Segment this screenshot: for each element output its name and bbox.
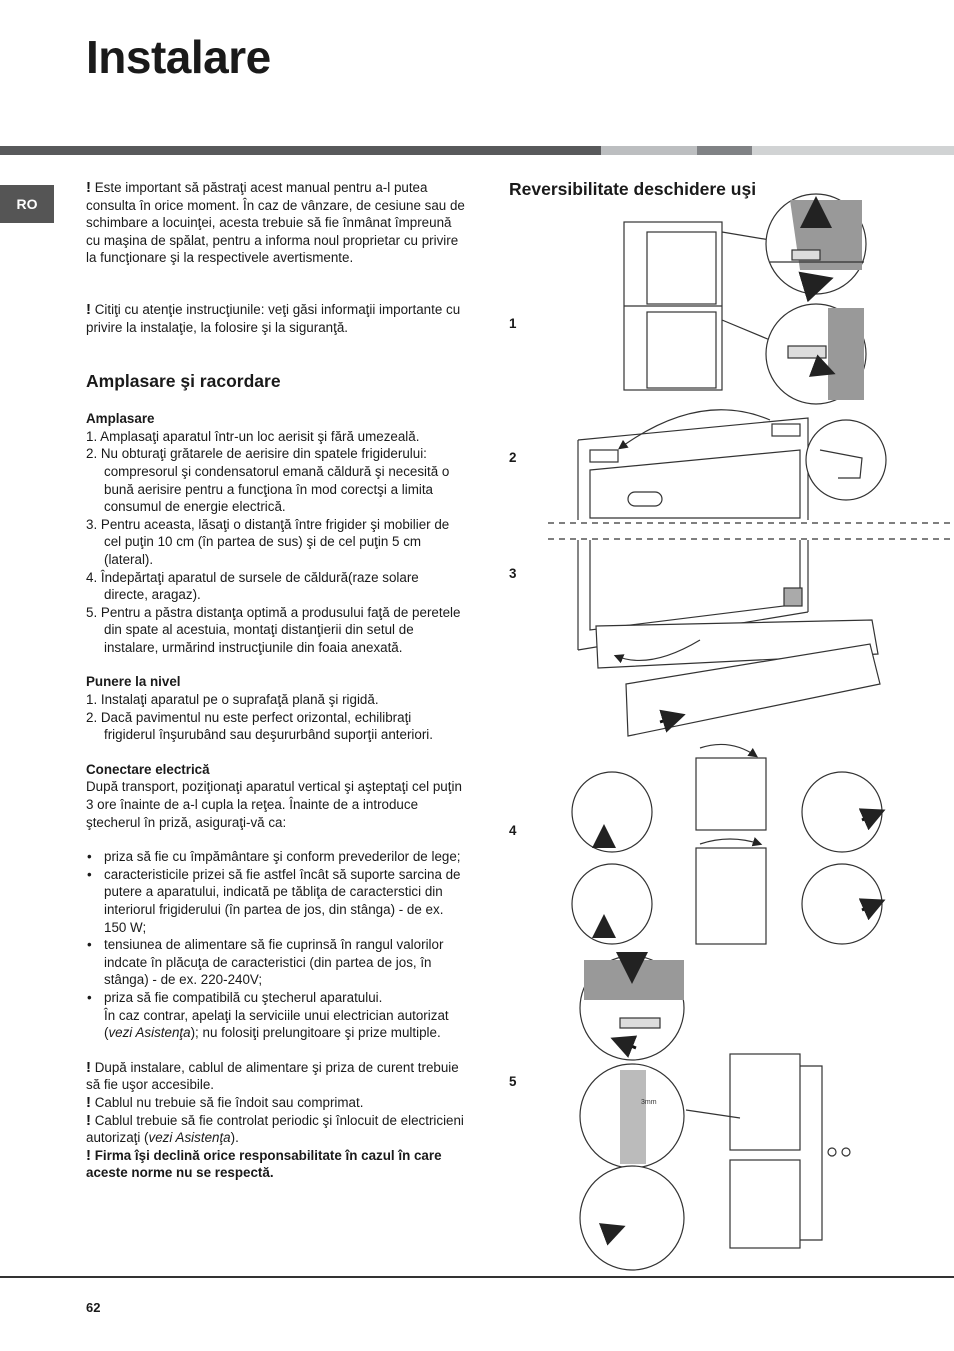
left-column xyxy=(86,179,466,1182)
intro-note-1: ! Este important să păstraţi acest manual pentru a-l putea consulta în orice moment. În caz de vânzare, de cesiune sau de schimbare a locuinţei, acesta trebuie să fie înmânat împreună cu maşina de spălat, pentru a informa noul proprietar cu privire la funcţionare şi la respectivele avertismente. xyxy=(86,179,465,266)
page-number: 62 xyxy=(86,1300,101,1315)
list-item: 3. Pentru aceasta, lăsaţi o distanţă între frigider şi mobilier de cel puţin 10 cm (în partea de sus) şi de cel puţin 5 cm (lateral). xyxy=(86,516,450,567)
list-item: 4. Îndepărtaţi aparatul de sursele de căldură(raze solare directe, aragaz). xyxy=(86,569,419,603)
step-number-4: 4 xyxy=(509,823,517,838)
nivel-list xyxy=(86,691,466,744)
bar-segment-gray xyxy=(697,146,752,155)
warning-1: ! După instalare, cablul de alimentare şi priza de curent trebuie să fie uşor accesibile. xyxy=(86,1058,459,1093)
dimension-label: 3mm xyxy=(641,1099,657,1106)
warning-2: ! Cablul nu trebuie să fie îndoit sau comprimat. xyxy=(86,1093,364,1111)
asistenta-reference: vezi Asistenţa xyxy=(108,1025,191,1041)
list-item: • tensiunea de alimentare să fie cuprinsă în rangul valorilor indcate în plăcuţa de caracteristici (din partea de jos, în stânga) - de ex. 220-240V; xyxy=(87,937,444,988)
bar-segment-light xyxy=(752,146,954,155)
electric-continuation: În caz contrar, apelaţi la serviciile unui electrician autorizat (vezi Asistenţa); nu folosiţi prelungitoare şi prize multiple. xyxy=(104,1007,449,1041)
step-number-2: 2 xyxy=(509,450,517,465)
language-tab: RO xyxy=(0,185,54,223)
exclamation-icon: ! xyxy=(86,1058,91,1076)
exclamation-icon: ! xyxy=(86,1093,91,1111)
reversibility-heading: Reversibilitate deschidere uşi xyxy=(509,179,757,199)
page-title: Instalare xyxy=(86,31,271,83)
header-color-bar xyxy=(0,146,954,155)
list-item: • caracteristicile prizei să fie astfel încât să suporte sarcina de putere a aparatului, indicată pe tăbliţa de caracterstici din interiorul frigiderului (în partea de jos, din stânga) - de ex. 150 W; xyxy=(87,866,461,935)
nivel-heading: Punere la nivel xyxy=(86,674,181,690)
amplasare-list xyxy=(86,428,466,657)
list-item: • priza să fie compatibilă cu ştecherul aparatului. xyxy=(87,989,383,1005)
warning-4: ! Firma îşi declină orice responsabilitate în cazul în care aceste norme nu se respectă. xyxy=(86,1146,442,1181)
step2-3-figure xyxy=(548,410,954,736)
list-item: 5. Pentru a păstra distanţa optimă a produsului faţă de peretele din spate al acestuia, montaţi distanţierii din setul de instalare, urmărind instrucţiunile din foaia anexată. xyxy=(86,604,461,655)
step4-figure xyxy=(572,744,882,944)
warning-3: ! Cablul trebuie să fie controlat periodic şi înlocuit de electricieni autorizaţi (vezi Asistenţa). xyxy=(86,1111,464,1146)
electric-intro: După transport, poziţionaţi aparatul vertical şi aşteptaţi cel puţin 3 ore înainte de a-l cupla la reţea. Înainte de a introduce ştecherul în priză, asiguraţi-vă ca: xyxy=(86,779,462,830)
exclamation-icon: ! xyxy=(86,179,91,196)
list-item: 1. Instalaţi aparatul pe o suprafaţă plană şi rigidă. xyxy=(86,692,379,708)
exclamation-icon: ! xyxy=(86,1111,91,1129)
amplasare-heading: Amplasare xyxy=(86,411,155,427)
step-number-1: 1 xyxy=(509,316,517,331)
list-item: 1. Amplasaţi aparatul într-un loc aerisit şi fără umezeală. xyxy=(86,428,420,444)
exclamation-icon: ! xyxy=(86,300,91,318)
asistenta-reference: vezi Asistenţa xyxy=(148,1130,231,1146)
list-item: 2. Nu obturaţi grătarele de aerisire din spatele frigiderului: compresorul şi condensatorul emană căldură şi necesită o bună aerisire pentru a funcţiona în mod corectşi a limita consumul de energie electrică. xyxy=(86,446,450,515)
step1-figure xyxy=(624,194,866,404)
bar-segment-mid xyxy=(601,146,697,155)
list-item: • priza să fie cu împământare şi conform prevederilor de lege; xyxy=(87,849,461,865)
bar-segment-dark xyxy=(0,146,601,155)
electric-bullets xyxy=(86,848,466,1006)
step5-figure xyxy=(580,956,850,1270)
exclamation-icon: ! xyxy=(86,1146,91,1164)
step-number-5: 5 xyxy=(509,1074,517,1089)
list-item: 2. Dacă pavimentul nu este perfect orizontal, echilibraţi frigiderul înşurubând sau deşururbând suporţii anteriori. xyxy=(86,709,434,743)
step-number-3: 3 xyxy=(509,566,517,581)
electric-heading: Conectare electrică xyxy=(86,761,210,777)
door-reversal-illustration xyxy=(540,190,954,1280)
footer-rule xyxy=(0,1276,954,1278)
intro-note-2: ! Citiţi cu atenţie instrucţiunile: veţi găsi informaţii importante cu privire la instalaţie, la folosire şi la siguranţă. xyxy=(86,300,461,335)
section-heading: Amplasare şi racordare xyxy=(86,371,281,392)
